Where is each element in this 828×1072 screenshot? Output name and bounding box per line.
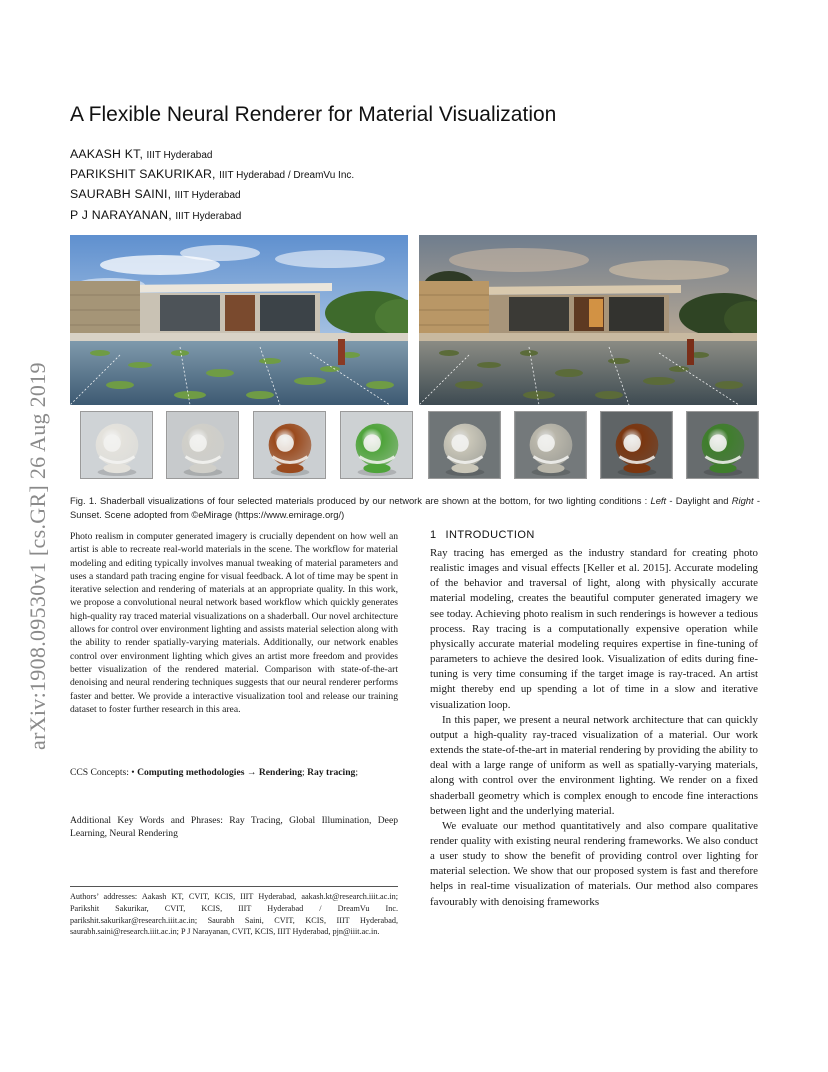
shaderball-thumbnail xyxy=(253,411,326,479)
arxiv-stamp xyxy=(22,280,54,750)
footnote-rule xyxy=(70,886,398,887)
ccs-arrow: → xyxy=(244,767,259,778)
authors-addresses: Authors’ addresses: Aakash KT, CVIT, KCIS, IIIT Hyderabad, aakash.kt@research.iiit.ac.in; Parikshit Sakurikar, CVIT, KCIS, IIIT Hyderabad / DreamVu Inc. parikshit.sakurikar@research.iiit.ac.in; Saurabh Saini, CVIT, KCIS, IIIT Hyderabad, saurabh.saini@research.iiit.ac.in; P J Narayanan, CVIT, KCIS, IIIT Hyderabad, pjn@iiit.ac.in. xyxy=(70,892,398,937)
ccs-concept: Computing methodologies xyxy=(137,767,245,778)
arxiv-id: arXiv:1908.09530v1 [cs.GR] 26 Aug 2019 xyxy=(25,362,50,750)
caption-left: Left xyxy=(650,495,667,506)
caption-label: Fig. 1. xyxy=(70,495,97,506)
abstract: Photo realism in computer generated imagery is crucially dependent on how well an artist is able to recreate real-world materials in the scene. The workflow for material modeling and editing typically involves manual tweaking of material parameters and uses a standard path tracing engine for visual feedback. A lot of time may be spent in iterative selection and rendering of materials at an appropriate quality. In this work, we propose a convolutional neural network based workflow which quickly generates high-quality ray traced material visualizations on a shaderball. Our novel architecture allows for control over environment lighting and assists material selection along with the ability to render spatially-varying materials. Additionally, our network enables control over environment lighting which gives an artist more freedom and provides better visualization of the rendered material. Comparison with state-of-the-art denoising and neural rendering techniques suggests that our neural renderer performs faster and better. We provide a interactive visualization tool and release our training dataset to foster further research in this area. xyxy=(70,531,398,715)
ccs-concept: Rendering xyxy=(258,767,303,778)
caption-text: - Daylight and xyxy=(666,495,732,506)
shaderball-thumbnail xyxy=(80,411,153,479)
ccs-concept: Ray tracing xyxy=(307,767,356,778)
author-name: AAKASH KT, xyxy=(70,147,144,161)
sunset-scene-image xyxy=(419,235,757,405)
caption-text: Shaderball visualizations of four selected materials produced by our network are shown at the bottom, for two lighting conditions : xyxy=(96,495,651,506)
section-heading xyxy=(430,529,535,541)
shaderball-thumbnail xyxy=(340,411,413,479)
caption-text: - Sunset. Scene adopted from ©eMirage (https://www.emirage.org/) xyxy=(70,495,760,521)
shaderball-thumbnail xyxy=(166,411,239,479)
shaderball-thumbnail xyxy=(514,411,587,479)
introduction-body xyxy=(430,546,758,910)
paragraph: In this paper, we present a neural network architecture that can quickly output a high-quality ray-traced visualization of a material. Our work extends the state-of-the-art in material rendering by providing the ability to deal with a large range of uniform as well as spatially-varying materials, along with control over the environment lighting. We render on a fixed shaderball geometry which is complex enough to encode fine interactions between light and the underlying material. xyxy=(430,713,758,817)
shaderball-thumbnail xyxy=(600,411,673,479)
author-affiliation: IIIT Hyderabad xyxy=(174,190,241,202)
section-number: 1 xyxy=(430,529,437,541)
author-affiliation: IIIT Hyderabad / DreamVu Inc. xyxy=(219,170,355,182)
author-2 xyxy=(70,165,670,185)
author-1 xyxy=(70,145,670,165)
paragraph: We evaluate our method quantitatively and also compare qualitative render quality with existing neural rendering frameworks. We also conduct a user study to show the benefit of providing control over lighting for material selection. We show that our proposed system is fast and therefore helps in real-time visualization of materials. Our method also compares favourably with denoising frameworks xyxy=(430,819,758,908)
author-3 xyxy=(70,185,670,205)
shaderball-thumbnail xyxy=(428,411,501,479)
ccs-label: CCS Concepts: • xyxy=(70,767,138,778)
shaderball-thumbnail xyxy=(686,411,759,479)
figure-caption xyxy=(70,494,760,523)
ccs-separator: ; xyxy=(302,767,308,778)
author-4 xyxy=(70,206,670,226)
author-name: SAURABH SAINI, xyxy=(70,187,172,202)
section-title: INTRODUCTION xyxy=(445,529,535,541)
author-affiliation: IIIT Hyderabad xyxy=(175,210,242,222)
daylight-scene-image xyxy=(70,235,408,405)
author-list xyxy=(70,145,670,226)
keywords: Additional Key Words and Phrases: Ray Tracing, Global Illumination, Deep Learning, Neural Rendering xyxy=(70,815,398,840)
paragraph: Ray tracing has emerged as the industry standard for creating photo realistic images and visual effects [Keller et al. 2015]. Accurate modeling of the behavior and traversal of light, along with physically accurate material modeling, creates the beautiful computer generated imagery we see today. Achieving photo realism in such renderings is however a tedious process. Ray tracing is a computationally expensive operation while physically accurate material modeling requires expertise in fine-tuning of parameters to achieve the desired look. Visualization of edits during fine-tuning is very time consuming if the target image is ray-traced. An artist might thereby end up spending a lot of time in a slow and iterative visualization loop. xyxy=(430,547,758,711)
paper-title: A Flexible Neural Renderer for Material Visualization xyxy=(70,103,557,126)
author-name: PARIKSHIT SAKURIKAR, xyxy=(70,167,216,182)
ccs-end: ; xyxy=(355,767,359,778)
ccs-concepts xyxy=(70,766,398,779)
author-affiliation: IIIT Hyderabad xyxy=(146,150,213,161)
caption-right: Right xyxy=(731,495,754,506)
author-name: P J NARAYANAN, xyxy=(70,207,172,222)
